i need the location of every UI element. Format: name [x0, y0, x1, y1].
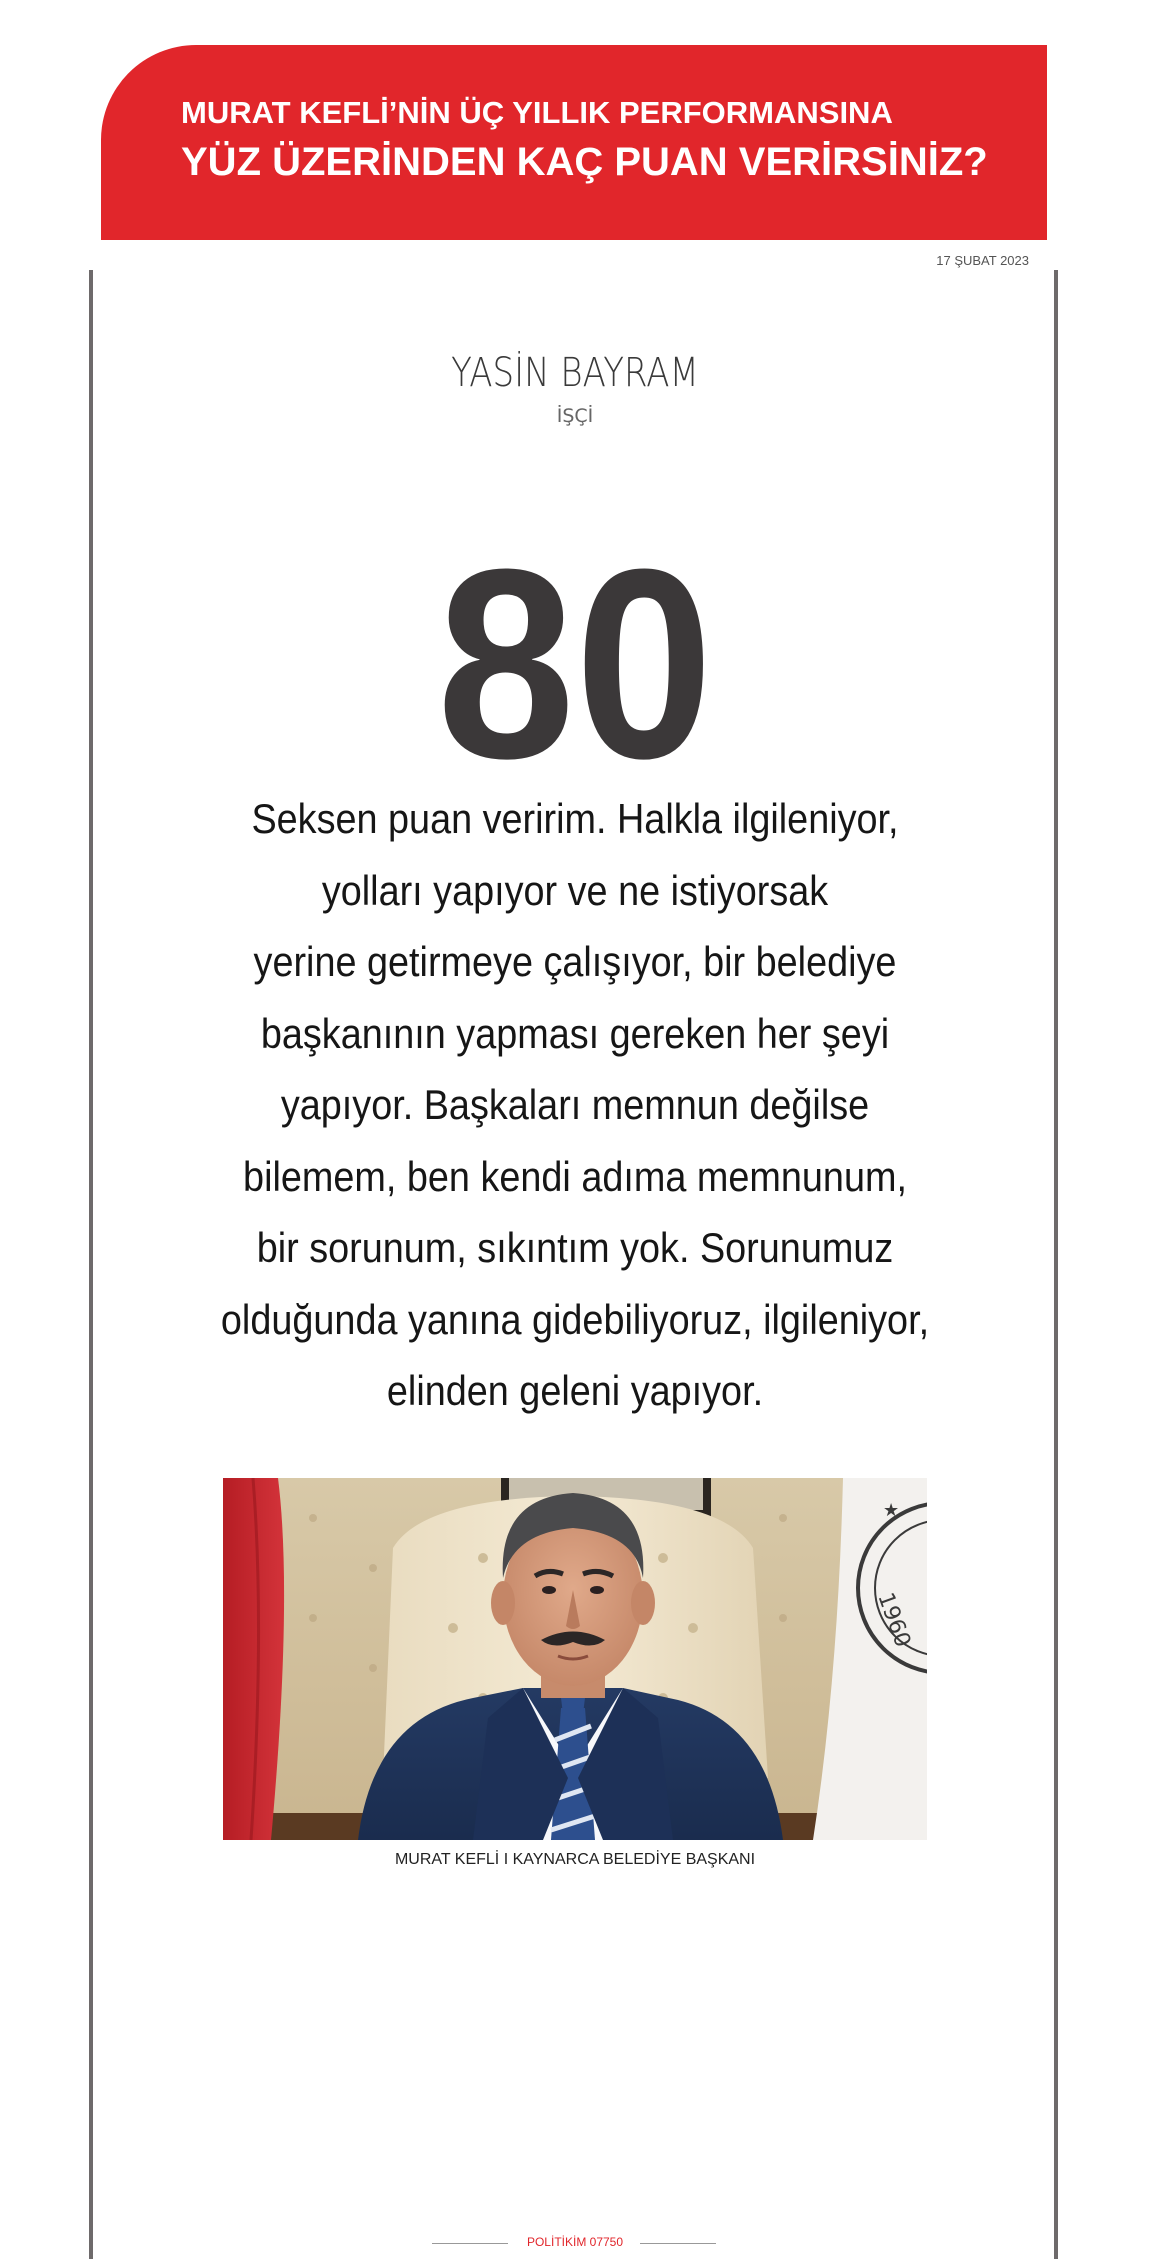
publish-date: 17 ŞUBAT 2023 — [936, 253, 1029, 268]
seal-year: 1960 — [872, 1589, 916, 1651]
quote-line: elinden geleni yapıyor. — [386, 1367, 764, 1414]
quote-line: yapıyor. Başkaları memnun değilse — [280, 1081, 870, 1128]
footer-credit: POLİTİKİM 07750 — [526, 2235, 624, 2249]
quote-text — [215, 783, 935, 1427]
person-role: İŞÇİ — [556, 405, 594, 427]
quote-line: bir sorunum, sıkıntım yok. Sorunumuz — [256, 1224, 894, 1271]
quote-line: bilemem, ben kendi adıma memnunum, — [243, 1152, 907, 1200]
score-value: 80 — [436, 514, 714, 815]
header-banner — [101, 45, 1047, 240]
svg-text:★: ★ — [883, 1500, 900, 1521]
quote-line: olduğunda yanına gidebiliyoruz, ilgileniyor, — [220, 1295, 930, 1343]
footer — [0, 2235, 1150, 2255]
mayor-photo — [223, 1478, 927, 1840]
quote-line: başkanının yapması gereken her şeyi — [260, 1009, 890, 1057]
quote-line: Seksen puan veririm. Halkla ilgileniyor, — [251, 795, 899, 842]
headline-line-2: YÜZ ÜZERİNDEN KAÇ PUAN VERİRSİNİZ? — [181, 140, 988, 184]
footer-divider-right — [640, 2243, 716, 2244]
quote-line: yerine getirmeye çalışıyor, bir belediye — [253, 938, 897, 985]
person-name: YASİN BAYRAM — [451, 350, 699, 396]
photo-caption: MURAT KEFLİ I KAYNARCA BELEDİYE BAŞKANI — [394, 1851, 756, 1868]
headline-line-1: MURAT KEFLİ’NİN ÜÇ YILLIK PERFORMANSINA — [181, 95, 893, 130]
quote-line: yolları yapıyor ve ne istiyorsak — [321, 866, 829, 914]
